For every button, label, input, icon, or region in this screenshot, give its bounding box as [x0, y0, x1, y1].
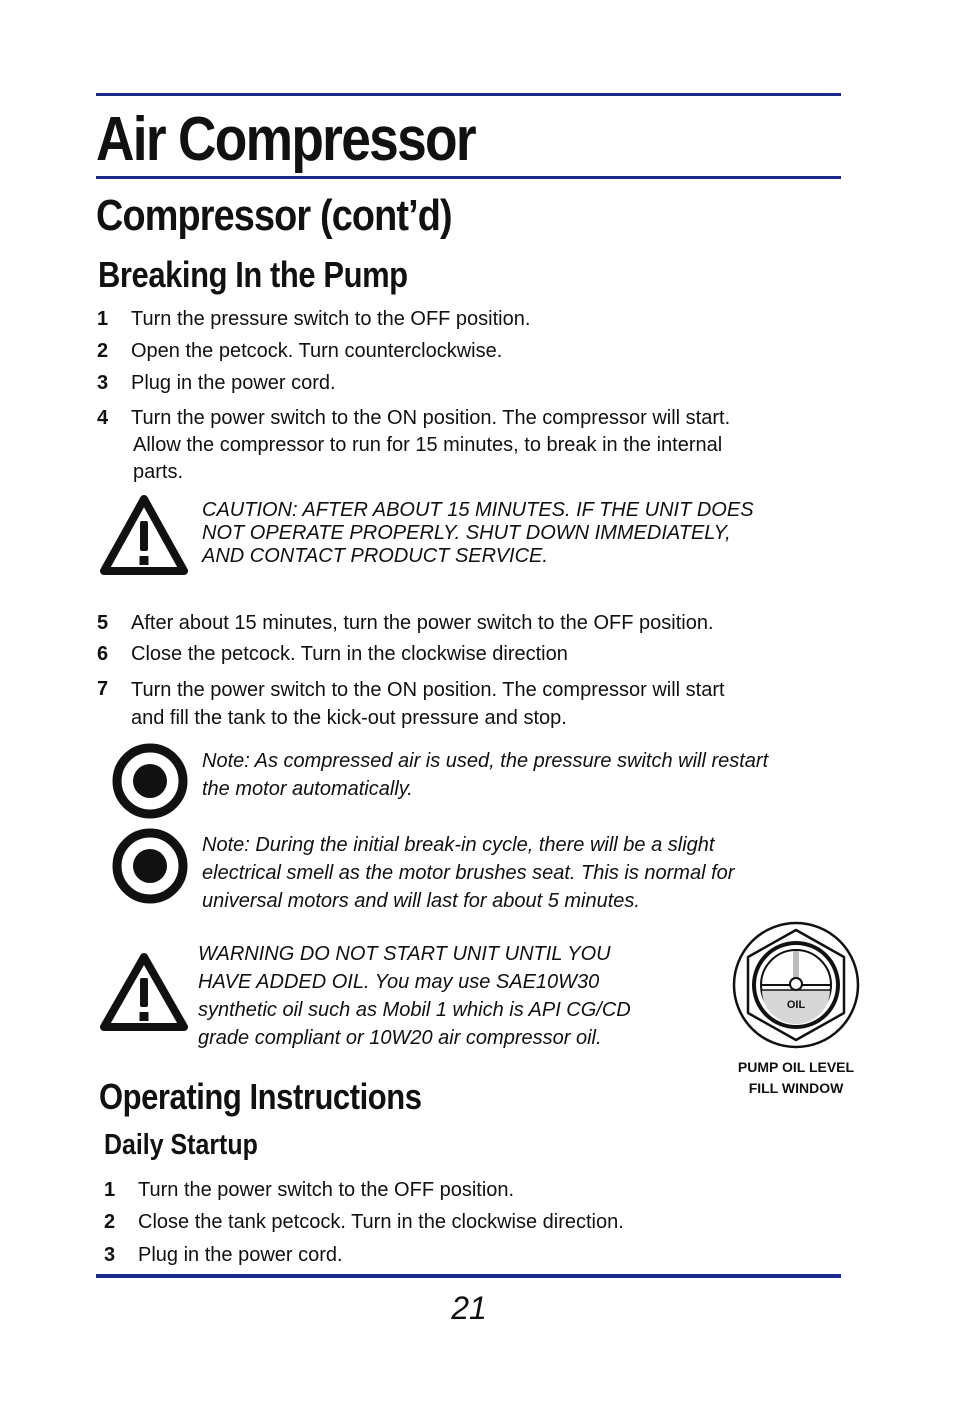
- step-number: 2: [104, 1211, 116, 1233]
- step-number: 2: [97, 340, 109, 362]
- note-bullseye-icon: [111, 827, 189, 905]
- note-text: [202, 831, 734, 915]
- note-text: [202, 747, 768, 803]
- top-rule: [96, 93, 841, 96]
- step-number: 5: [97, 612, 109, 634]
- step-text: [131, 405, 730, 486]
- warning-text: [198, 940, 631, 1052]
- step-text-line: parts.: [133, 461, 184, 483]
- step-text-line: Turn the power switch to the ON position. The compressor will start: [131, 679, 725, 701]
- step-number: 6: [97, 643, 109, 665]
- step-text: Turn the pressure switch to the OFF position.: [131, 308, 531, 330]
- daily-startup-heading: Daily Startup: [104, 1129, 258, 1161]
- chapter-title: Air Compressor: [96, 105, 475, 174]
- step-text: Plug in the power cord.: [131, 372, 336, 394]
- diagram-caption: [730, 1057, 862, 1099]
- note-line: Note: During the initial break-in cycle, there will be a slight: [202, 834, 715, 856]
- list-item: [104, 1209, 824, 1236]
- warning-triangle-icon: [100, 952, 188, 1032]
- warning-line: synthetic oil such as Mobil 1 which is API CG/CD: [198, 999, 631, 1021]
- step-text: After about 15 minutes, turn the power switch to the OFF position.: [131, 612, 714, 634]
- step-text: Turn the power switch to the OFF position.: [138, 1179, 515, 1201]
- breaking-in-heading: Breaking In the Pump: [98, 254, 408, 295]
- list-item: [97, 676, 837, 732]
- step-text: Close the tank petcock. Turn in the clockwise direction.: [138, 1211, 624, 1233]
- note-bullseye-icon: [111, 742, 189, 820]
- list-item: [97, 306, 817, 333]
- oil-label: OIL: [786, 999, 806, 1011]
- note-line: electrical smell as the motor brushes seat. This is normal for: [202, 862, 735, 884]
- step-number: 4: [97, 407, 109, 429]
- step-number: 3: [104, 1244, 116, 1266]
- step-text-line: Allow the compressor to run for 15 minutes, to break in the internal: [133, 434, 723, 456]
- step-text: Close the petcock. Turn in the clockwise direction: [131, 643, 568, 665]
- step-number: 1: [97, 308, 109, 330]
- warning-triangle-icon: [100, 494, 188, 576]
- step-text: Plug in the power cord.: [138, 1244, 343, 1266]
- step-number: 3: [97, 372, 109, 394]
- caution-line: AND CONTACT PRODUCT SERVICE.: [202, 545, 548, 567]
- note-line: universal motors and will last for about 5 minutes.: [202, 890, 640, 912]
- warning-line: HAVE ADDED OIL. You may use SAE10W30: [198, 971, 600, 993]
- step-text: Open the petcock. Turn counterclockwise.: [131, 340, 503, 362]
- caption-line: PUMP OIL LEVEL: [737, 1059, 855, 1075]
- bottom-rule: [96, 1274, 841, 1278]
- caution-text: [202, 499, 754, 568]
- list-item: [97, 370, 817, 397]
- step-text-line: and fill the tank to the kick-out pressure and stop.: [131, 707, 567, 729]
- operating-heading: Operating Instructions: [99, 1076, 422, 1117]
- caption-line: FILL WINDOW: [748, 1080, 844, 1096]
- list-item: [97, 641, 837, 668]
- step-number: 7: [97, 678, 109, 700]
- warning-line: grade compliant or 10W20 air compressor oil.: [198, 1027, 602, 1049]
- caution-line: NOT OPERATE PROPERLY. SHUT DOWN IMMEDIATELY,: [202, 522, 731, 544]
- step-number: 1: [104, 1179, 116, 1201]
- list-item: [97, 610, 837, 637]
- note-line: the motor automatically.: [202, 778, 413, 800]
- caution-line: CAUTION: AFTER ABOUT 15 MINUTES. IF THE UNIT DOES: [202, 499, 754, 521]
- page-number: 21: [451, 1290, 487, 1326]
- warning-line: WARNING DO NOT START UNIT UNTIL YOU: [198, 943, 611, 965]
- list-item: [97, 405, 837, 489]
- list-item: [104, 1242, 824, 1269]
- note-line: Note: As compressed air is used, the pressure switch will restart: [202, 750, 769, 772]
- step-text: [131, 676, 725, 732]
- step-text-line: Turn the power switch to the ON position. The compressor will start.: [131, 407, 731, 429]
- oil-fill-window-icon: [731, 920, 861, 1050]
- list-item: [104, 1177, 824, 1204]
- list-item: [97, 338, 817, 365]
- title-underline-rule: [96, 176, 841, 179]
- section-title: Compressor (cont’d): [96, 191, 452, 240]
